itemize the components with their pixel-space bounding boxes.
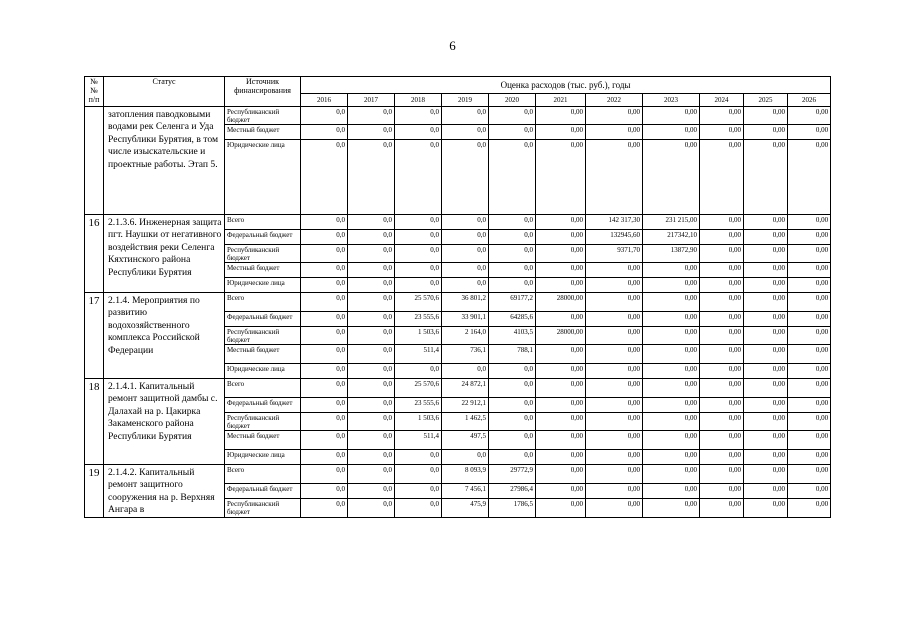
funding-source: Всего <box>225 215 301 230</box>
value-cell: 788,1 <box>489 345 536 364</box>
value-cell: 0,0 <box>489 245 536 263</box>
value-cell: 0,0 <box>301 398 348 413</box>
value-cell: 0,00 <box>536 345 586 364</box>
value-cell: 0,00 <box>788 379 831 398</box>
funding-source: Федеральный бюджет <box>225 312 301 327</box>
header-source: Источник финансирования <box>225 77 301 107</box>
value-cell: 0,0 <box>301 327 348 345</box>
value-cell: 0,00 <box>586 263 643 278</box>
expenditure-table <box>84 76 831 518</box>
value-cell: 475,9 <box>442 499 489 517</box>
value-cell: 0,00 <box>744 230 788 245</box>
header-year: 2026 <box>788 94 831 107</box>
value-cell: 0,0 <box>348 107 395 125</box>
funding-source: Всего <box>225 379 301 398</box>
value-cell: 0,00 <box>700 450 744 465</box>
header-year: 2016 <box>301 94 348 107</box>
value-cell: 231 215,00 <box>643 215 700 230</box>
status-cell: 2.1.4.2. Капитальный ремонт защитного сооружения на р. Верхняя Ангара в <box>104 465 225 518</box>
value-cell: 0,00 <box>788 140 831 215</box>
value-cell: 36 801,2 <box>442 293 489 312</box>
value-cell: 0,00 <box>700 398 744 413</box>
value-cell: 0,0 <box>301 263 348 278</box>
value-cell: 0,00 <box>586 312 643 327</box>
value-cell: 0,00 <box>536 398 586 413</box>
value-cell: 0,00 <box>536 465 586 484</box>
value-cell: 0,00 <box>744 450 788 465</box>
value-cell: 0,00 <box>586 293 643 312</box>
value-cell: 0,00 <box>744 484 788 499</box>
value-cell: 0,0 <box>348 263 395 278</box>
value-cell: 0,0 <box>301 499 348 517</box>
value-cell: 0,0 <box>442 263 489 278</box>
value-cell: 0,0 <box>348 278 395 293</box>
value-cell: 0,00 <box>744 465 788 484</box>
value-cell: 0,0 <box>489 450 536 465</box>
page-number: 6 <box>449 38 456 53</box>
value-cell: 1 462,5 <box>442 413 489 431</box>
status-cell: 2.1.4.1. Капитальный ремонт защитной дамбы с. Далахай на р. Цакирка Закаменского района Республики Бурятия <box>104 379 225 465</box>
value-cell: 0,00 <box>536 431 586 450</box>
value-cell: 0,00 <box>788 484 831 499</box>
value-cell: 511,4 <box>395 431 442 450</box>
value-cell: 0,00 <box>643 293 700 312</box>
value-cell: 28000,00 <box>536 327 586 345</box>
value-cell: 0,00 <box>586 413 643 431</box>
value-cell: 0,00 <box>700 230 744 245</box>
row-number: 16 <box>85 215 104 293</box>
value-cell: 0,00 <box>700 327 744 345</box>
value-cell: 0,00 <box>700 278 744 293</box>
value-cell: 0,00 <box>788 263 831 278</box>
value-cell: 0,00 <box>788 345 831 364</box>
value-cell: 0,0 <box>348 450 395 465</box>
value-cell: 0,00 <box>700 345 744 364</box>
value-cell: 0,00 <box>586 398 643 413</box>
value-cell: 0,0 <box>489 125 536 140</box>
value-cell: 0,00 <box>788 278 831 293</box>
value-cell: 0,00 <box>788 431 831 450</box>
funding-source: Республиканский бюджет <box>225 499 301 517</box>
value-cell: 0,00 <box>643 364 700 379</box>
value-cell: 0,00 <box>744 293 788 312</box>
value-cell: 0,00 <box>700 140 744 215</box>
value-cell: 64285,6 <box>489 312 536 327</box>
header-year: 2024 <box>700 94 744 107</box>
status-cell: затопления паводковыми водами рек Селенга и Уда Республики Бурятия, в том числе изыскательские и проектные работы. Этап 5. <box>104 107 225 215</box>
value-cell: 0,0 <box>489 140 536 215</box>
value-cell: 0,0 <box>348 230 395 245</box>
funding-source: Всего <box>225 465 301 484</box>
value-cell: 0,0 <box>301 140 348 215</box>
value-cell: 0,00 <box>744 263 788 278</box>
value-cell: 0,0 <box>489 215 536 230</box>
value-cell: 1 503,6 <box>395 327 442 345</box>
funding-source: Федеральный бюджет <box>225 230 301 245</box>
header-year: 2023 <box>643 94 700 107</box>
value-cell: 0,0 <box>395 140 442 215</box>
value-cell: 0,00 <box>788 312 831 327</box>
value-cell: 25 570,6 <box>395 379 442 398</box>
value-cell: 0,0 <box>489 263 536 278</box>
value-cell: 0,00 <box>700 431 744 450</box>
value-cell: 0,0 <box>301 431 348 450</box>
value-cell: 0,0 <box>489 398 536 413</box>
value-cell: 0,0 <box>301 107 348 125</box>
value-cell: 0,0 <box>489 364 536 379</box>
value-cell: 736,1 <box>442 345 489 364</box>
value-cell: 0,00 <box>700 215 744 230</box>
value-cell: 0,0 <box>301 379 348 398</box>
value-cell: 0,00 <box>744 327 788 345</box>
value-cell: 0,00 <box>700 107 744 125</box>
value-cell: 0,00 <box>788 215 831 230</box>
value-cell: 0,00 <box>643 431 700 450</box>
value-cell: 0,0 <box>489 413 536 431</box>
value-cell: 0,0 <box>395 215 442 230</box>
value-cell: 0,00 <box>700 263 744 278</box>
header-year: 2017 <box>348 94 395 107</box>
value-cell: 27986,4 <box>489 484 536 499</box>
funding-source: Федеральный бюджет <box>225 398 301 413</box>
value-cell: 0,0 <box>348 312 395 327</box>
value-cell: 0,0 <box>348 140 395 215</box>
value-cell: 0,0 <box>395 278 442 293</box>
value-cell: 0,0 <box>489 278 536 293</box>
table-row <box>85 215 831 230</box>
value-cell: 0,00 <box>744 140 788 215</box>
funding-source: Местный бюджет <box>225 345 301 364</box>
value-cell: 0,00 <box>700 245 744 263</box>
value-cell: 0,00 <box>586 465 643 484</box>
value-cell: 8 093,9 <box>442 465 489 484</box>
value-cell: 0,00 <box>700 484 744 499</box>
value-cell: 0,00 <box>643 484 700 499</box>
funding-source: Местный бюджет <box>225 125 301 140</box>
funding-source: Юридические лица <box>225 140 301 215</box>
value-cell: 0,00 <box>744 379 788 398</box>
value-cell: 0,00 <box>744 245 788 263</box>
value-cell: 0,0 <box>301 245 348 263</box>
value-cell: 0,0 <box>489 379 536 398</box>
header-num: № № п/п <box>85 77 104 107</box>
value-cell: 0,00 <box>586 431 643 450</box>
value-cell: 0,00 <box>643 379 700 398</box>
value-cell: 0,00 <box>744 278 788 293</box>
value-cell: 0,00 <box>700 379 744 398</box>
value-cell: 0,0 <box>348 379 395 398</box>
value-cell: 25 570,6 <box>395 293 442 312</box>
value-cell: 0,0 <box>301 465 348 484</box>
value-cell: 0,0 <box>348 293 395 312</box>
value-cell: 0,00 <box>536 230 586 245</box>
value-cell: 0,00 <box>788 450 831 465</box>
value-cell: 0,00 <box>744 413 788 431</box>
value-cell: 0,00 <box>700 293 744 312</box>
value-cell: 0,0 <box>348 499 395 517</box>
value-cell: 0,00 <box>536 125 586 140</box>
value-cell: 0,0 <box>442 450 489 465</box>
value-cell: 0,0 <box>395 499 442 517</box>
funding-source: Всего <box>225 293 301 312</box>
value-cell: 0,0 <box>442 230 489 245</box>
value-cell: 0,0 <box>348 345 395 364</box>
value-cell: 0,0 <box>301 450 348 465</box>
value-cell: 0,00 <box>536 245 586 263</box>
value-cell: 0,00 <box>586 278 643 293</box>
value-cell: 0,00 <box>586 345 643 364</box>
table-row <box>85 107 831 125</box>
value-cell: 23 555,6 <box>395 398 442 413</box>
value-cell: 142 317,30 <box>586 215 643 230</box>
row-number: 18 <box>85 379 104 465</box>
status-cell: 2.1.4. Мероприятия по развитию водохозяйственного комплекса Российской Федерации <box>104 293 225 379</box>
value-cell: 0,00 <box>586 484 643 499</box>
value-cell: 0,00 <box>788 364 831 379</box>
value-cell: 24 872,1 <box>442 379 489 398</box>
value-cell: 29772,9 <box>489 465 536 484</box>
value-cell: 0,00 <box>536 364 586 379</box>
value-cell: 0,0 <box>489 230 536 245</box>
value-cell: 9371,70 <box>586 245 643 263</box>
value-cell: 0,00 <box>643 450 700 465</box>
value-cell: 0,0 <box>348 364 395 379</box>
header-year: 2022 <box>586 94 643 107</box>
value-cell: 0,0 <box>395 450 442 465</box>
value-cell: 0,00 <box>536 484 586 499</box>
value-cell: 0,00 <box>788 107 831 125</box>
value-cell: 0,00 <box>788 499 831 517</box>
value-cell: 0,0 <box>442 245 489 263</box>
value-cell: 28000,00 <box>536 293 586 312</box>
value-cell: 0,00 <box>643 345 700 364</box>
value-cell: 0,00 <box>700 465 744 484</box>
row-number: 19 <box>85 465 104 518</box>
funding-source: Республиканский бюджет <box>225 327 301 345</box>
value-cell: 0,00 <box>700 312 744 327</box>
value-cell: 0,00 <box>643 327 700 345</box>
header-estimate: Оценка расходов (тыс. руб.), годы <box>301 77 831 94</box>
value-cell: 0,00 <box>744 215 788 230</box>
value-cell: 0,0 <box>348 484 395 499</box>
value-cell: 33 901,1 <box>442 312 489 327</box>
header-year: 2019 <box>442 94 489 107</box>
value-cell: 0,00 <box>700 413 744 431</box>
value-cell: 0,00 <box>536 263 586 278</box>
value-cell: 0,00 <box>788 293 831 312</box>
value-cell: 0,00 <box>536 278 586 293</box>
value-cell: 2 164,0 <box>442 327 489 345</box>
value-cell: 0,00 <box>643 413 700 431</box>
value-cell: 0,00 <box>643 125 700 140</box>
value-cell: 0,00 <box>700 364 744 379</box>
value-cell: 0,00 <box>536 140 586 215</box>
value-cell: 0,00 <box>536 107 586 125</box>
value-cell: 497,5 <box>442 431 489 450</box>
value-cell: 0,0 <box>395 125 442 140</box>
value-cell: 0,0 <box>395 230 442 245</box>
value-cell: 22 912,1 <box>442 398 489 413</box>
value-cell: 0,00 <box>744 398 788 413</box>
funding-source: Местный бюджет <box>225 263 301 278</box>
value-cell: 0,0 <box>395 245 442 263</box>
value-cell: 69177,2 <box>489 293 536 312</box>
value-cell: 0,00 <box>788 413 831 431</box>
table-row <box>85 379 831 398</box>
value-cell: 0,00 <box>700 499 744 517</box>
value-cell: 0,00 <box>744 499 788 517</box>
value-cell: 0,0 <box>348 465 395 484</box>
value-cell: 13872,90 <box>643 245 700 263</box>
value-cell: 0,0 <box>395 263 442 278</box>
value-cell: 0,0 <box>489 431 536 450</box>
value-cell: 0,0 <box>442 278 489 293</box>
status-cell: 2.1.3.6. Инженерная защита пгт. Наушки от негативного воздействия реки Селенга Кяхтинского района Республики Бурятия <box>104 215 225 293</box>
value-cell: 0,0 <box>348 125 395 140</box>
funding-source: Республиканский бюджет <box>225 107 301 125</box>
value-cell: 0,00 <box>536 450 586 465</box>
value-cell: 0,00 <box>643 140 700 215</box>
funding-source: Местный бюджет <box>225 431 301 450</box>
row-number <box>85 107 104 215</box>
value-cell: 0,00 <box>586 450 643 465</box>
value-cell: 0,0 <box>301 125 348 140</box>
value-cell: 1 503,6 <box>395 413 442 431</box>
value-cell: 0,00 <box>586 125 643 140</box>
value-cell: 217342,10 <box>643 230 700 245</box>
header-status: Статус <box>104 77 225 107</box>
header-year: 2021 <box>536 94 586 107</box>
value-cell: 0,00 <box>536 379 586 398</box>
value-cell: 0,0 <box>301 312 348 327</box>
value-cell: 0,00 <box>536 215 586 230</box>
value-cell: 0,00 <box>788 398 831 413</box>
value-cell: 0,00 <box>586 140 643 215</box>
value-cell: 0,0 <box>442 364 489 379</box>
value-cell: 0,0 <box>442 140 489 215</box>
value-cell: 0,00 <box>788 245 831 263</box>
value-cell: 0,00 <box>536 499 586 517</box>
value-cell: 0,0 <box>395 364 442 379</box>
value-cell: 0,00 <box>788 230 831 245</box>
value-cell: 0,00 <box>536 312 586 327</box>
funding-source: Республиканский бюджет <box>225 413 301 431</box>
value-cell: 0,0 <box>395 465 442 484</box>
value-cell: 0,00 <box>788 327 831 345</box>
value-cell: 0,0 <box>301 484 348 499</box>
value-cell: 23 555,6 <box>395 312 442 327</box>
value-cell: 0,0 <box>301 293 348 312</box>
value-cell: 0,0 <box>301 278 348 293</box>
value-cell: 4103,5 <box>489 327 536 345</box>
value-cell: 0,0 <box>442 107 489 125</box>
value-cell: 0,0 <box>348 245 395 263</box>
value-cell: 0,00 <box>586 107 643 125</box>
value-cell: 0,0 <box>442 125 489 140</box>
value-cell: 0,00 <box>643 398 700 413</box>
header-year: 2020 <box>489 94 536 107</box>
value-cell: 0,00 <box>586 499 643 517</box>
value-cell: 0,0 <box>348 431 395 450</box>
value-cell: 0,00 <box>643 263 700 278</box>
value-cell: 0,00 <box>586 364 643 379</box>
value-cell: 0,0 <box>301 345 348 364</box>
value-cell: 0,00 <box>744 107 788 125</box>
value-cell: 0,0 <box>489 107 536 125</box>
value-cell: 0,00 <box>643 499 700 517</box>
value-cell: 0,00 <box>744 312 788 327</box>
funding-source: Юридические лица <box>225 450 301 465</box>
funding-source: Федеральный бюджет <box>225 484 301 499</box>
value-cell: 132945,60 <box>586 230 643 245</box>
value-cell: 0,00 <box>586 379 643 398</box>
value-cell: 0,00 <box>744 431 788 450</box>
value-cell: 0,0 <box>348 327 395 345</box>
funding-source: Юридические лица <box>225 278 301 293</box>
value-cell: 0,0 <box>348 215 395 230</box>
value-cell: 0,00 <box>643 107 700 125</box>
value-cell: 0,00 <box>586 327 643 345</box>
table-row <box>85 465 831 484</box>
funding-source: Юридические лица <box>225 364 301 379</box>
value-cell: 0,00 <box>643 278 700 293</box>
value-cell: 0,0 <box>301 364 348 379</box>
value-cell: 0,0 <box>348 398 395 413</box>
header-year: 2018 <box>395 94 442 107</box>
value-cell: 0,0 <box>301 413 348 431</box>
value-cell: 0,00 <box>643 312 700 327</box>
row-number: 17 <box>85 293 104 379</box>
value-cell: 0,0 <box>301 230 348 245</box>
value-cell: 0,00 <box>788 125 831 140</box>
value-cell: 0,0 <box>442 215 489 230</box>
value-cell: 0,00 <box>744 364 788 379</box>
value-cell: 0,00 <box>744 345 788 364</box>
value-cell: 0,0 <box>348 413 395 431</box>
funding-source: Республиканский бюджет <box>225 245 301 263</box>
value-cell: 0,00 <box>643 465 700 484</box>
value-cell: 1786,5 <box>489 499 536 517</box>
value-cell: 0,0 <box>395 107 442 125</box>
header-year: 2025 <box>744 94 788 107</box>
value-cell: 0,0 <box>301 215 348 230</box>
value-cell: 0,00 <box>788 465 831 484</box>
value-cell: 0,00 <box>744 125 788 140</box>
table-row <box>85 293 831 312</box>
value-cell: 0,00 <box>536 413 586 431</box>
value-cell: 7 456,1 <box>442 484 489 499</box>
value-cell: 0,00 <box>700 125 744 140</box>
value-cell: 0,0 <box>395 484 442 499</box>
value-cell: 511,4 <box>395 345 442 364</box>
